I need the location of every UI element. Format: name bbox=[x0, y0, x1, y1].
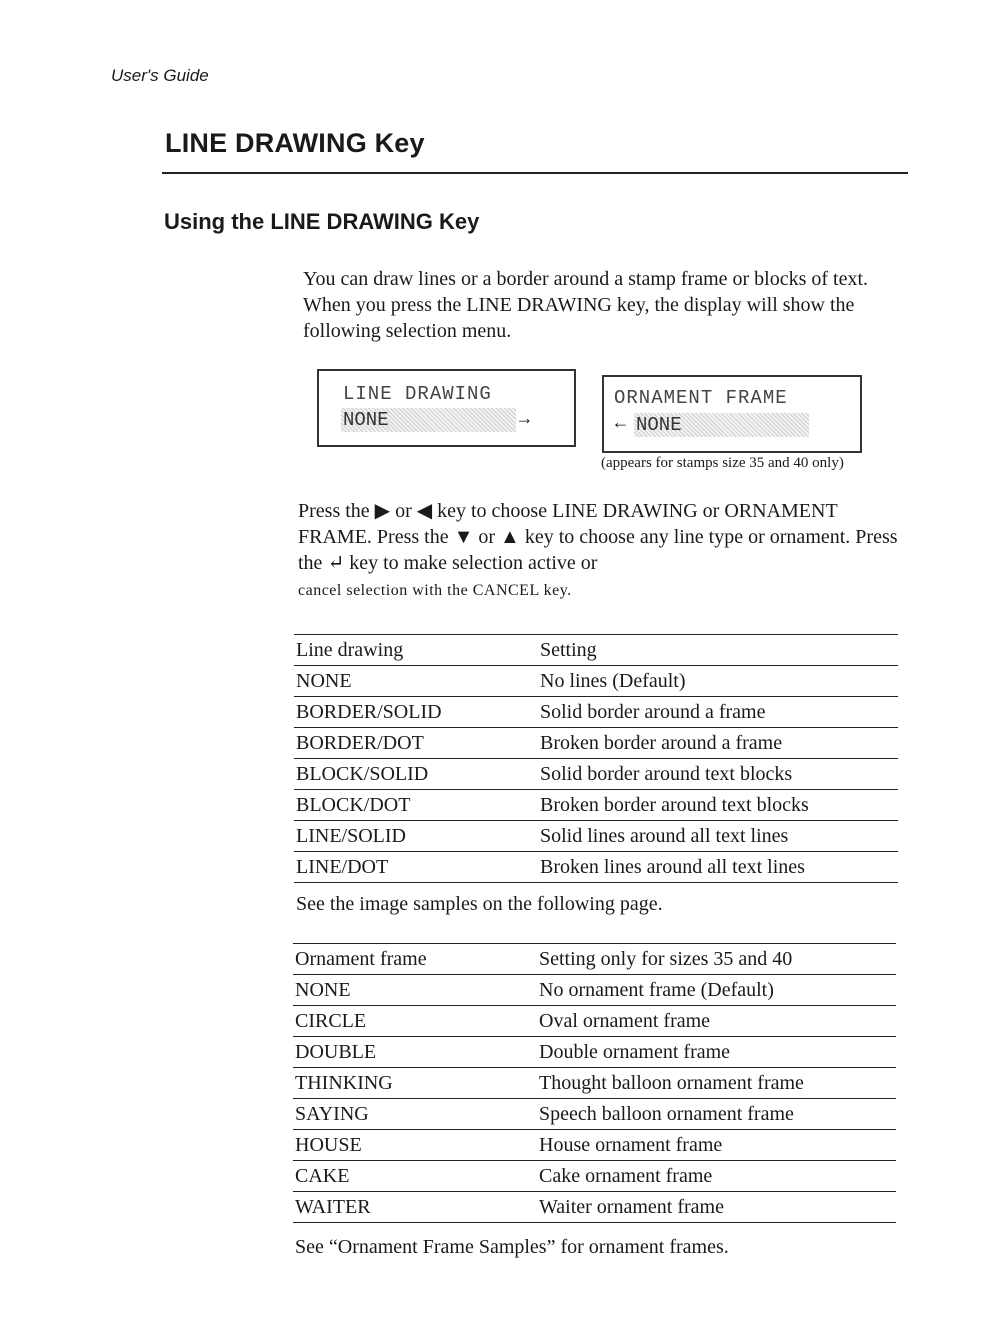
table-cell: BORDER/DOT bbox=[294, 728, 538, 759]
page-header: User's Guide bbox=[111, 66, 209, 85]
subsection-title: Using the LINE DRAWING Key bbox=[164, 209, 480, 234]
triangle-right-icon: ▶ bbox=[374, 500, 391, 522]
column-header: Line drawing bbox=[294, 635, 538, 666]
table-cell: BLOCK/SOLID bbox=[294, 759, 538, 790]
table-row bbox=[293, 1037, 896, 1068]
table-cell: Solid border around text blocks bbox=[538, 759, 898, 790]
table-cell: NONE bbox=[293, 975, 537, 1006]
table-cell: DOUBLE bbox=[293, 1037, 537, 1068]
table-row bbox=[294, 790, 898, 821]
table-cell: NONE bbox=[294, 666, 538, 697]
table-cell: Broken border around a frame bbox=[538, 728, 898, 759]
table-cell: Solid border around a frame bbox=[538, 697, 898, 728]
instructions-text: or bbox=[390, 500, 417, 522]
column-header: Setting bbox=[538, 635, 898, 666]
table-cell: CAKE bbox=[293, 1161, 537, 1192]
table-row bbox=[294, 852, 898, 883]
table-cell: House ornament frame bbox=[537, 1130, 896, 1161]
table-cell: WAITER bbox=[293, 1192, 537, 1223]
table-cell: Double ornament frame bbox=[537, 1037, 896, 1068]
table-cell: Solid lines around all text lines bbox=[538, 821, 898, 852]
ornament-table-note: See “Ornament Frame Samples” for ornament frames. bbox=[295, 1236, 729, 1258]
table-cell: LINE/DOT bbox=[294, 852, 538, 883]
lcd-line-drawing-value: NONE bbox=[343, 409, 389, 431]
table-row bbox=[294, 759, 898, 790]
ornament-frame-table bbox=[293, 943, 896, 1223]
column-header: Ornament frame bbox=[293, 944, 537, 975]
section-title: LINE DRAWING Key bbox=[165, 128, 425, 158]
table-row bbox=[293, 1068, 896, 1099]
table-cell: Broken lines around all text lines bbox=[538, 852, 898, 883]
table-cell: Cake ornament frame bbox=[537, 1161, 896, 1192]
table-row bbox=[294, 697, 898, 728]
table-cell: Oval ornament frame bbox=[537, 1006, 896, 1037]
enter-key-icon: ↵ bbox=[327, 552, 345, 574]
instructions-text: key to make selection active or bbox=[344, 552, 598, 574]
instructions-text: or bbox=[473, 526, 501, 548]
lcd-ornament-frame-value: NONE bbox=[636, 414, 682, 436]
instructions-text: cancel selection with the CANCEL key. bbox=[298, 582, 572, 599]
table-cell: Thought balloon ornament frame bbox=[537, 1068, 896, 1099]
table-row bbox=[293, 975, 896, 1006]
table-cell: BLOCK/DOT bbox=[294, 790, 538, 821]
line-table-note: See the image samples on the following page. bbox=[296, 893, 663, 915]
intro-paragraph: You can draw lines or a border around a stamp frame or blocks of text. When you press the LINE DRAWING key, the display will show the following selection menu. bbox=[303, 268, 869, 342]
instructions-paragraph bbox=[298, 498, 898, 604]
table-cell: THINKING bbox=[293, 1068, 537, 1099]
table-cell: No ornament frame (Default) bbox=[537, 975, 896, 1006]
table-row bbox=[294, 821, 898, 852]
lcd-ornament-frame bbox=[602, 375, 862, 453]
table-row bbox=[293, 1161, 896, 1192]
table-row bbox=[293, 1192, 896, 1223]
table-row bbox=[294, 666, 898, 697]
instructions-text: key to choose LINE DRAWING or ORNAMENT FRAME. Press the bbox=[298, 500, 838, 548]
lcd-line-drawing-title: LINE DRAWING bbox=[343, 383, 492, 405]
section-divider bbox=[162, 172, 908, 174]
table-row bbox=[293, 1130, 896, 1161]
column-header: Setting only for sizes 35 and 40 bbox=[537, 944, 896, 975]
lcd-line-drawing bbox=[317, 369, 576, 447]
table-cell: SAYING bbox=[293, 1099, 537, 1130]
arrow-right-icon: → bbox=[519, 410, 530, 430]
triangle-left-icon: ◀ bbox=[416, 500, 433, 522]
table-cell: Broken border around text blocks bbox=[538, 790, 898, 821]
table-header-row bbox=[294, 635, 898, 666]
table-cell: No lines (Default) bbox=[538, 666, 898, 697]
instructions-text: Press the bbox=[298, 500, 375, 522]
table-header-row bbox=[293, 944, 896, 975]
triangle-down-icon: ▼ bbox=[453, 526, 474, 548]
table-cell: Waiter ornament frame bbox=[537, 1192, 896, 1223]
triangle-up-icon: ▲ bbox=[500, 526, 520, 548]
arrow-left-icon: ← bbox=[615, 414, 626, 434]
table-cell: CIRCLE bbox=[293, 1006, 537, 1037]
lcd-note: (appears for stamps size 35 and 40 only) bbox=[601, 455, 844, 471]
table-cell: HOUSE bbox=[293, 1130, 537, 1161]
table-row bbox=[293, 1006, 896, 1037]
table-cell: BORDER/SOLID bbox=[294, 697, 538, 728]
table-row bbox=[294, 728, 898, 759]
table-cell: Speech balloon ornament frame bbox=[537, 1099, 896, 1130]
table-row bbox=[293, 1099, 896, 1130]
lcd-ornament-frame-title: ORNAMENT FRAME bbox=[614, 387, 788, 409]
instructions-text: key to choose any line type or ornament. Press the bbox=[298, 526, 898, 574]
line-drawing-table bbox=[294, 634, 898, 883]
table-cell: LINE/SOLID bbox=[294, 821, 538, 852]
